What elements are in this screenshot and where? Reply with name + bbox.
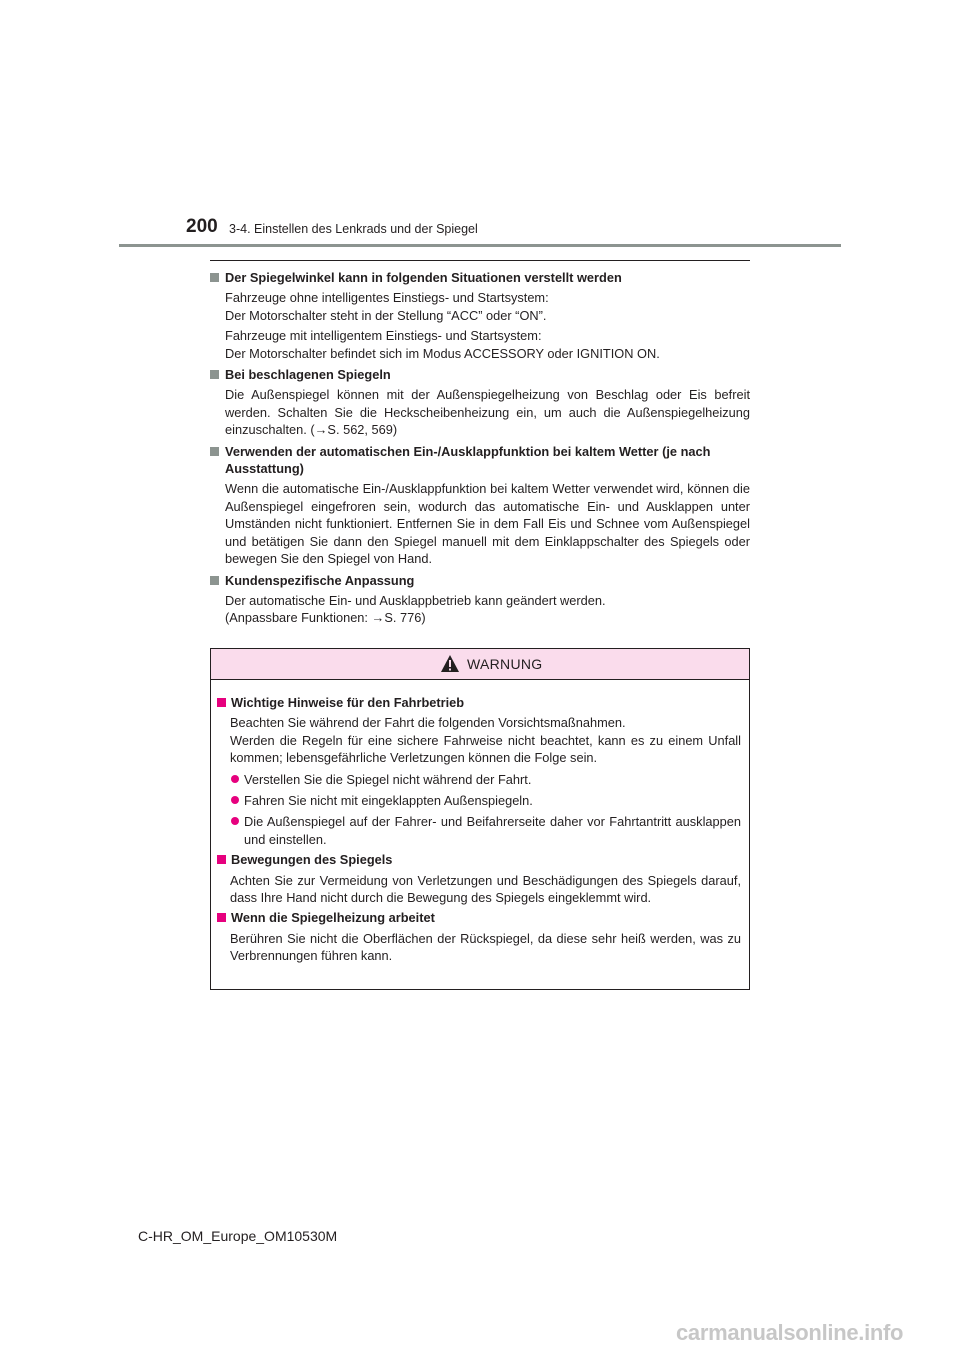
square-bullet-icon	[210, 576, 219, 585]
warning-item-heading: Wichtige Hinweise für den Fahrbetrieb	[217, 694, 741, 711]
page-number: 200	[186, 216, 218, 237]
warning-item-mirror-heater	[217, 909, 741, 964]
section-heading: Kundenspezifische Anpassung	[210, 572, 750, 589]
section-paragraph: Die Außenspiegel können mit der Außenspiegelheizung von Beschlag oder Eis befreit werden. Schalten Sie die Heckscheibenheizung ein, um auch die Außenspiegelheizung einzuschalten. (→S. 562, 569)	[225, 387, 750, 438]
section-heading: Verwenden der automatischen Ein-/Ausklappfunktion bei kaltem Wetter (je nach Ausstattung)	[210, 443, 750, 478]
warning-item-text: Berühren Sie nicht die Oberflächen der Rückspiegel, da diese sehr heiß werden, was zu Verbrennungen führen kann.	[230, 930, 741, 964]
warning-bullet: Fahren Sie nicht mit eingeklappten Außenspiegeln.	[217, 792, 741, 809]
content-body	[210, 269, 750, 631]
section-heading: Der Spiegelwinkel kann in folgenden Situationen verstellt werden	[210, 269, 750, 286]
round-bullet-icon	[231, 775, 239, 783]
section-paragraph: Fahrzeuge mit intelligentem Einstiegs- und Startsystem: Der Motorschalter befindet sich im Modus ACCESSORY oder IGNITION ON.	[225, 328, 660, 361]
section-heading: Bei beschlagenen Spiegeln	[210, 366, 750, 383]
square-bullet-icon	[217, 855, 226, 864]
section-auto-fold-cold	[210, 443, 750, 568]
section-paragraph: Wenn die automatische Ein-/Ausklappfunktion bei kaltem Wetter verwendet wird, können die Außenspiegel eingefroren sein, wodurch das automatische Ein- und Ausklappen unter Umständen nicht funktioniert. Entfernen Sie in dem Fall Eis und Schnee vom Außenspiegel und betätigen Sie dann den Spiegel manuell mit dem Einklappschalter des Spiegels oder bewegen Sie den Spiegel von Hand.	[225, 481, 750, 567]
square-bullet-icon	[210, 370, 219, 379]
warning-triangle-icon	[440, 654, 460, 673]
section-paragraph: Fahrzeuge ohne intelligentes Einstiegs- und Startsystem: Der Motorschalter steht in der Stellung “ACC” oder “ON”.	[225, 290, 549, 323]
section-paragraph: Der automatische Ein- und Ausklappbetrieb kann geändert werden. (Anpassbare Funktionen: →S. 776)	[225, 592, 606, 626]
warning-item-mirror-movement	[217, 851, 741, 906]
round-bullet-icon	[231, 796, 239, 804]
warning-item-text: Achten Sie zur Vermeidung von Verletzungen und Beschädigungen des Spiegels darauf, dass Ihre Hand nicht durch die Bewegung des Spiegels eingeklemmt wird.	[230, 872, 741, 906]
section-fogged-mirrors	[210, 366, 750, 439]
warning-label: WARNUNG	[467, 656, 543, 672]
square-bullet-icon	[210, 447, 219, 456]
square-bullet-icon	[210, 273, 219, 282]
watermark-link[interactable]: carmanualsonline.info	[676, 1320, 904, 1345]
section-customization	[210, 572, 750, 627]
warning-box	[210, 648, 750, 990]
warning-item-text: Beachten Sie während der Fahrt die folgenden Vorsichtsmaßnahmen. Werden die Regeln für eine sichere Fahrweise nicht beachtet, kann es zu einem Unfall kommen; lebensgefährliche Verletzungen können die Folge sein.	[230, 715, 741, 766]
warning-item-driving	[217, 694, 741, 848]
warning-bullet: Verstellen Sie die Spiegel nicht während der Fahrt.	[217, 771, 741, 788]
round-bullet-icon	[231, 817, 239, 825]
section-mirror-angle	[210, 269, 750, 362]
footer-document-id: C-HR_OM_Europe_OM10530M	[138, 1228, 338, 1244]
warning-body	[211, 680, 749, 965]
content-top-rule	[210, 260, 750, 261]
square-bullet-icon	[217, 913, 226, 922]
header-rule	[119, 244, 841, 247]
warning-header	[211, 649, 749, 680]
warning-bullet: Die Außenspiegel auf der Fahrer- und Beifahrerseite daher vor Fahrtantritt ausklappen und einstellen.	[217, 813, 741, 848]
chapter-title: 3-4. Einstellen des Lenkrads und der Spiegel	[229, 222, 478, 236]
square-bullet-icon	[217, 698, 226, 707]
warning-item-heading: Bewegungen des Spiegels	[217, 851, 741, 868]
warning-item-heading: Wenn die Spiegelheizung arbeitet	[217, 909, 741, 926]
